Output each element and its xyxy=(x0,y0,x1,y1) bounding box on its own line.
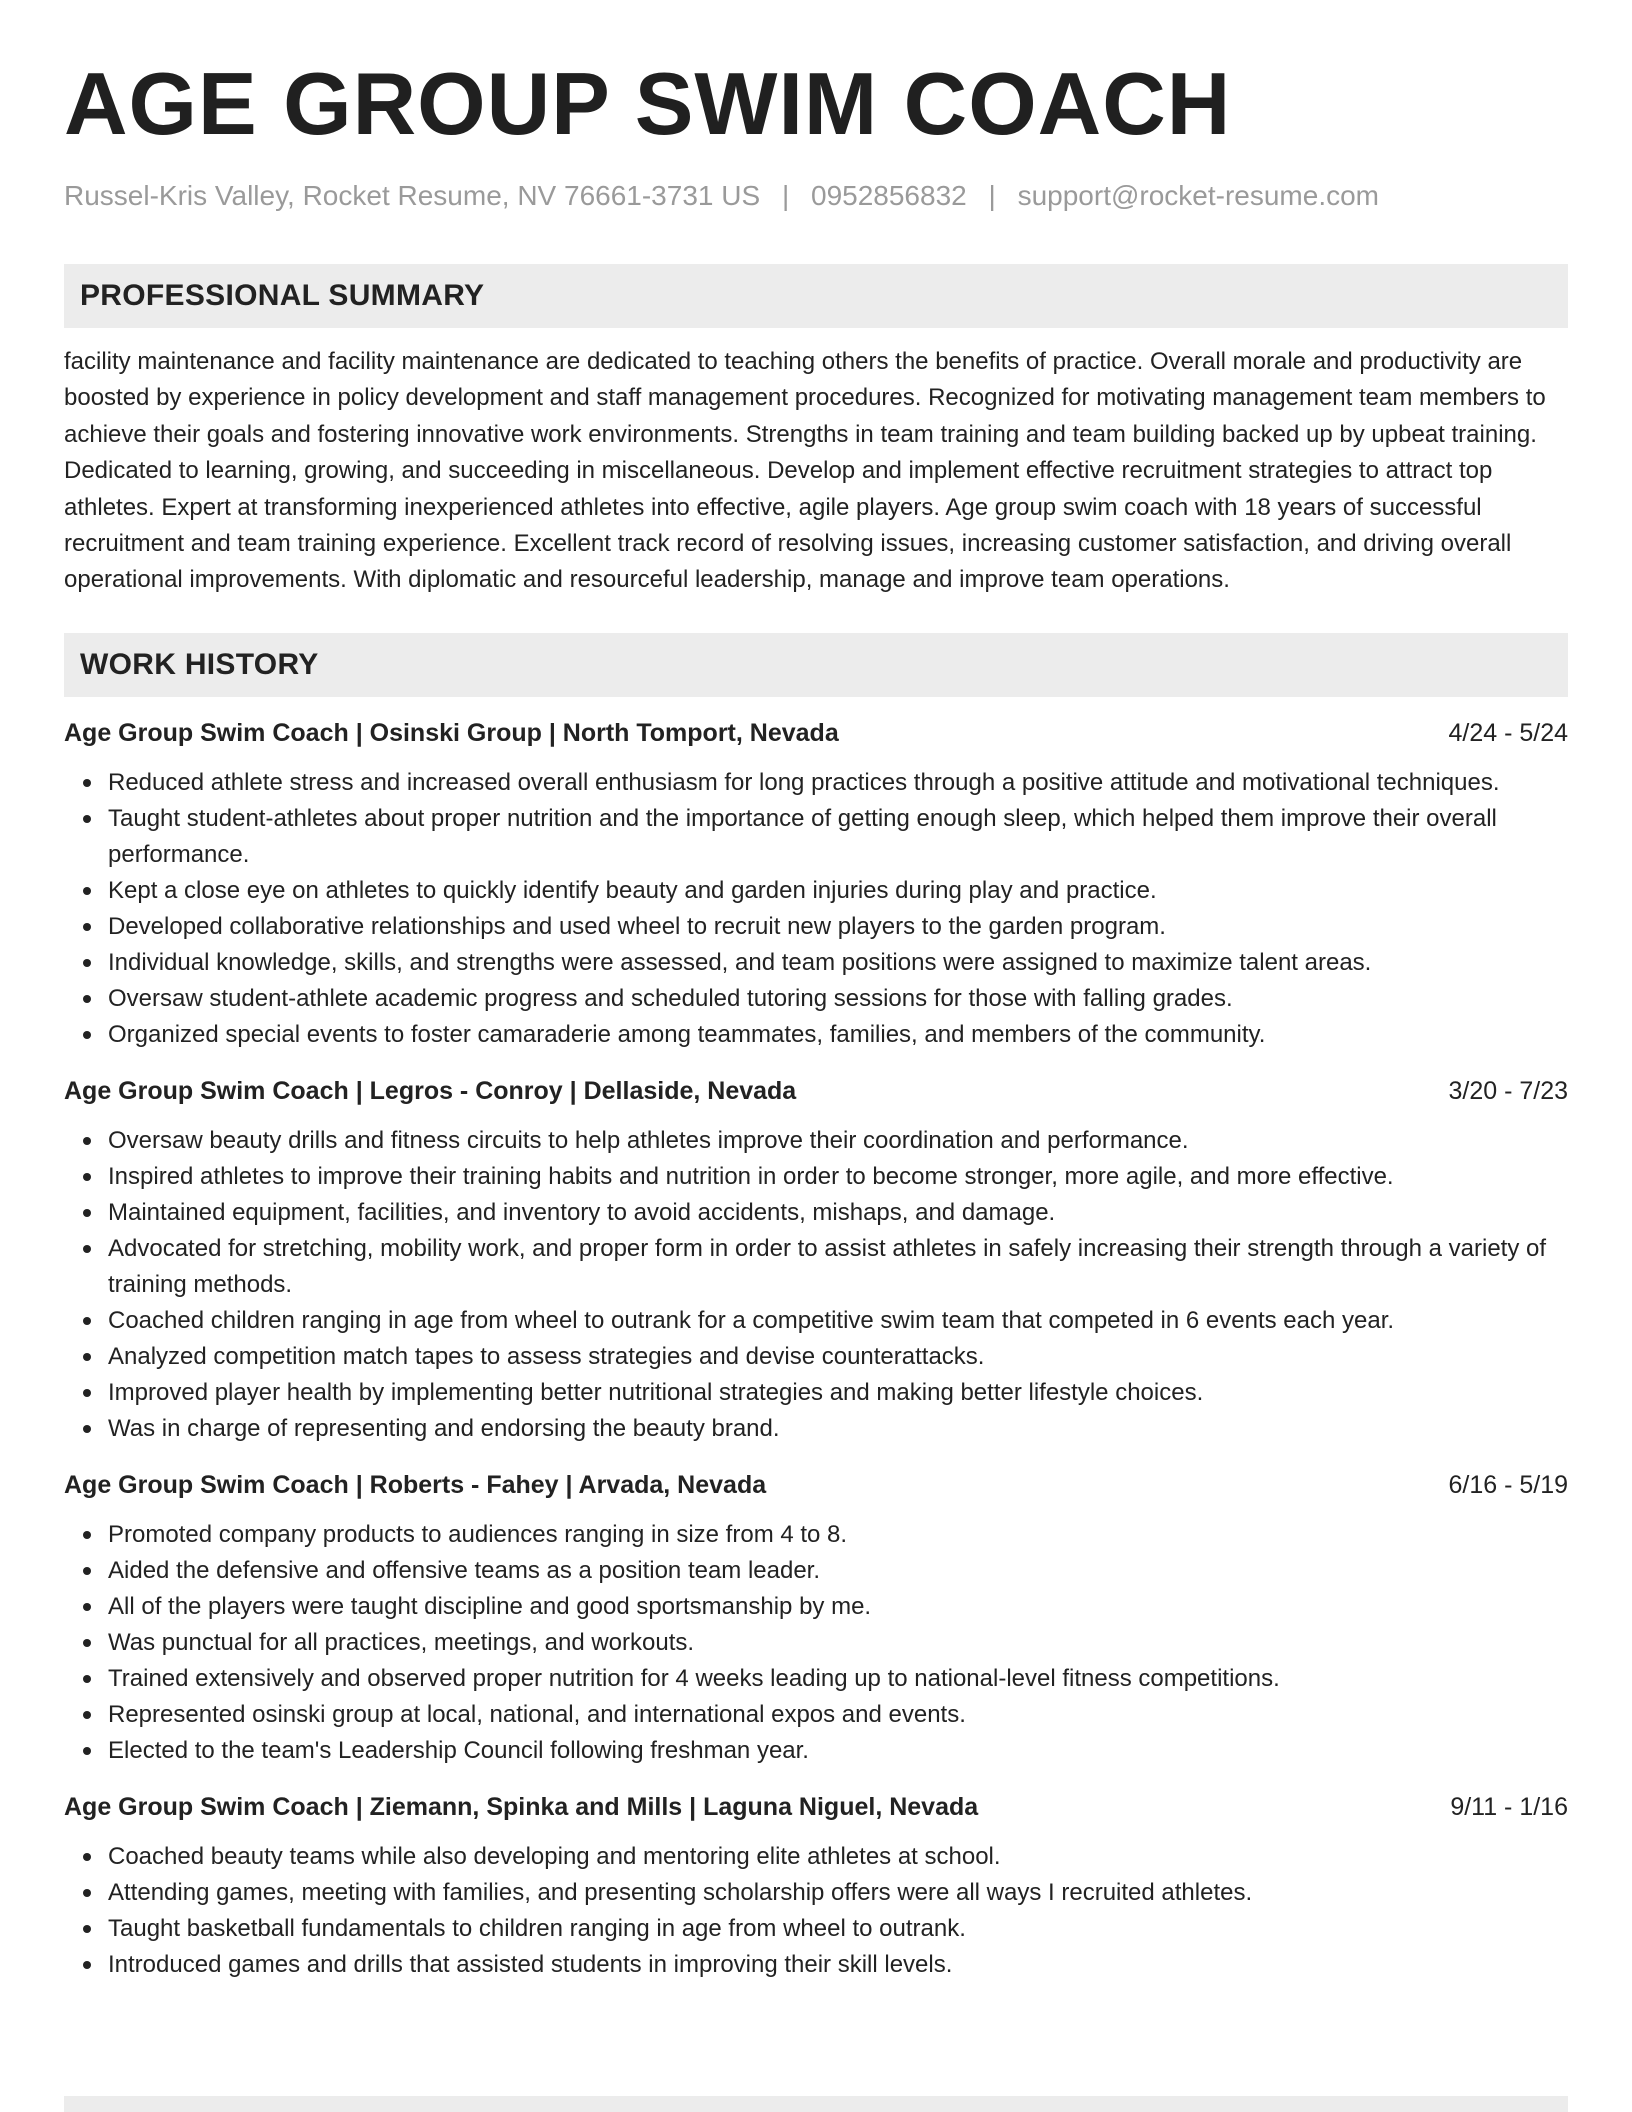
work-history-list xyxy=(64,715,1568,1983)
job-entry xyxy=(64,1073,1568,1447)
list-item: Promoted company products to audiences ranging in size from 4 to 8. xyxy=(108,1517,1568,1553)
job-heading-row xyxy=(64,715,1568,751)
contact-address: Russel-Kris Valley, Rocket Resume, NV 76661-3731 US xyxy=(64,180,761,211)
list-item: Analyzed competition match tapes to assess strategies and devise counterattacks. xyxy=(108,1339,1568,1375)
job-bullet-list xyxy=(64,1839,1568,1983)
section-header-work-history: WORK HISTORY xyxy=(64,633,1568,697)
list-item: Represented osinski group at local, national, and international expos and events. xyxy=(108,1697,1568,1733)
list-item: Individual knowledge, skills, and strengths were assessed, and team positions were assigned to maximize talent areas. xyxy=(108,945,1568,981)
resume-title: AGE GROUP SWIM COACH xyxy=(64,54,1232,153)
list-item: Improved player health by implementing better nutritional strategies and making better lifestyle choices. xyxy=(108,1375,1568,1411)
list-item: Organized special events to foster camaraderie among teammates, families, and members of the community. xyxy=(108,1017,1568,1053)
contact-email: support@rocket-resume.com xyxy=(1017,180,1380,211)
list-item: Inspired athletes to improve their training habits and nutrition in order to become stronger, more agile, and more effective. xyxy=(108,1159,1568,1195)
list-item: Introduced games and drills that assisted students in improving their skill levels. xyxy=(108,1947,1568,1983)
list-item: Oversaw beauty drills and fitness circuits to help athletes improve their coordination and performance. xyxy=(108,1123,1568,1159)
job-heading-row xyxy=(64,1073,1568,1109)
job-entry xyxy=(64,1467,1568,1769)
job-entry xyxy=(64,1789,1568,1983)
next-section-header xyxy=(64,2096,1568,2112)
list-item: Was in charge of representing and endorsing the beauty brand. xyxy=(108,1411,1568,1447)
list-item: Trained extensively and observed proper nutrition for 4 weeks leading up to national-level fitness competitions. xyxy=(108,1661,1568,1697)
list-item: Kept a close eye on athletes to quickly identify beauty and garden injuries during play and practice. xyxy=(108,873,1568,909)
job-bullet-list xyxy=(64,1517,1568,1769)
list-item: Was punctual for all practices, meetings, and workouts. xyxy=(108,1625,1568,1661)
list-item: Oversaw student-athlete academic progress and scheduled tutoring sessions for those with falling grades. xyxy=(108,981,1568,1017)
job-dates: 4/24 - 5/24 xyxy=(1448,718,1568,747)
list-item: Reduced athlete stress and increased overall enthusiasm for long practices through a positive attitude and motivational techniques. xyxy=(108,765,1568,801)
job-bullet-list xyxy=(64,765,1568,1053)
job-bullet-list xyxy=(64,1123,1568,1447)
job-entry xyxy=(64,715,1568,1053)
contact-separator: | xyxy=(781,180,790,211)
job-heading: Age Group Swim Coach | Legros - Conroy | Dellaside, Nevada xyxy=(64,1076,797,1105)
list-item: Maintained equipment, facilities, and inventory to avoid accidents, mishaps, and damage. xyxy=(108,1195,1568,1231)
summary-text: facility maintenance and facility maintenance are dedicated to teaching others the benefits of practice. Overall morale and productivity are boosted by experience in policy development and staff management procedures. Recognized for motivating management team members to achieve their goals and fostering innovative work environments. Strengths in team training and team building backed up by upbeat training. Dedicated to learning, growing, and succeeding in miscellaneous. Develop and implement effective recruitment strategies to attract top athletes. Expert at transforming inexperienced athletes into effective, agile players. Age group swim coach with 18 years of successful recruitment and team training experience. Excellent track record of resolving issues, increasing customer satisfaction, and driving overall operational improvements. With diplomatic and resourceful leadership, manage and improve team operations. xyxy=(64,348,1546,594)
job-heading-row xyxy=(64,1467,1568,1503)
list-item: Advocated for stretching, mobility work, and proper form in order to assist athletes in safely increasing their strength through a variety of training methods. xyxy=(108,1231,1568,1303)
list-item: Coached beauty teams while also developing and mentoring elite athletes at school. xyxy=(108,1839,1568,1875)
list-item: All of the players were taught discipline and good sportsmanship by me. xyxy=(108,1589,1568,1625)
section-header-summary: PROFESSIONAL SUMMARY xyxy=(64,264,1568,328)
job-dates: 3/20 - 7/23 xyxy=(1448,1076,1568,1105)
list-item: Taught basketball fundamentals to children ranging in age from wheel to outrank. xyxy=(108,1911,1568,1947)
job-dates: 9/11 - 1/16 xyxy=(1450,1792,1568,1821)
job-heading: Age Group Swim Coach | Osinski Group | North Tomport, Nevada xyxy=(64,718,839,747)
job-heading: Age Group Swim Coach | Roberts - Fahey | Arvada, Nevada xyxy=(64,1470,767,1499)
contact-line xyxy=(64,178,1568,214)
list-item: Coached children ranging in age from wheel to outrank for a competitive swim team that competed in 6 events each year. xyxy=(108,1303,1568,1339)
list-item: Attending games, meeting with families, and presenting scholarship offers were all ways I recruited athletes. xyxy=(108,1875,1568,1911)
contact-separator: | xyxy=(988,180,996,211)
contact-phone: 0952856832 xyxy=(811,180,967,211)
job-heading-row xyxy=(64,1789,1568,1825)
list-item: Taught student-athletes about proper nutrition and the importance of getting enough sleep, which helped them improve their overall performance. xyxy=(108,801,1568,873)
list-item: Elected to the team's Leadership Council following freshman year. xyxy=(108,1733,1568,1769)
job-heading: Age Group Swim Coach | Ziemann, Spinka and Mills | Laguna Niguel, Nevada xyxy=(64,1792,979,1821)
resume-page xyxy=(64,48,1568,1983)
job-dates: 6/16 - 5/19 xyxy=(1448,1470,1568,1499)
list-item: Aided the defensive and offensive teams as a position team leader. xyxy=(108,1553,1568,1589)
list-item: Developed collaborative relationships and used wheel to recruit new players to the garden program. xyxy=(108,909,1568,945)
